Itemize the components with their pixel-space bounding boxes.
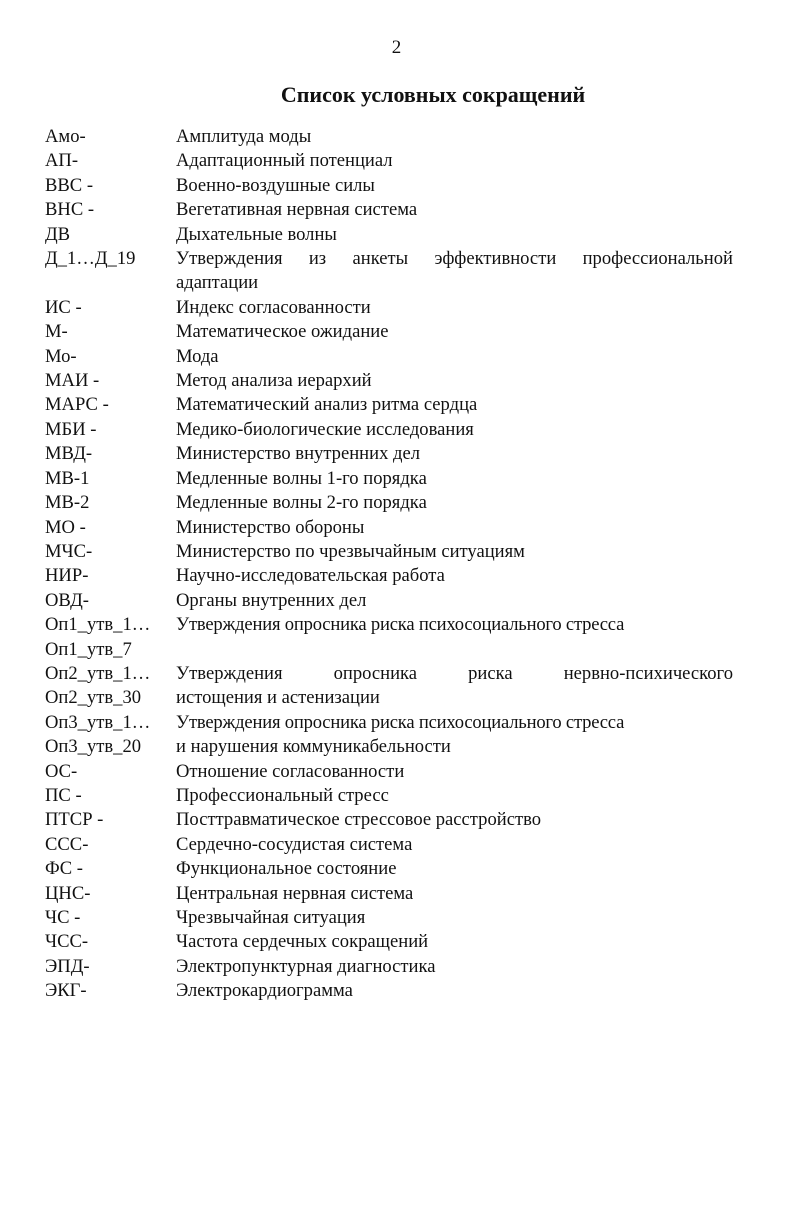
definition: Сердечно-сосудистая система — [176, 833, 413, 855]
definition: Функциональное состояние — [176, 858, 397, 880]
page-number: 2 — [391, 37, 402, 58]
definition: Мода — [176, 345, 219, 367]
definition: Вегетативная нервная система — [176, 199, 418, 221]
list-item — [45, 491, 733, 515]
definition: Министерство внутренних дел — [176, 443, 421, 465]
abbreviation: ПС - — [45, 784, 82, 806]
list-item — [45, 930, 733, 954]
list-item — [45, 467, 733, 491]
definition: Дыхательные волны — [176, 223, 337, 245]
abbreviation: Оп3_утв_20 — [45, 736, 142, 758]
list-item — [45, 198, 733, 222]
list-item — [45, 418, 733, 442]
abbreviation: ЭПД- — [45, 955, 90, 977]
list-item — [45, 271, 733, 295]
definition: Математический анализ ритма сердца — [176, 394, 478, 416]
abbreviation: МО - — [45, 516, 86, 538]
abbreviation: АП- — [45, 150, 79, 172]
definition: Утверждения опросника риска психосоциального стресса — [176, 711, 625, 733]
abbreviation: МВ-1 — [45, 467, 90, 489]
list-item — [45, 760, 733, 784]
abbreviation: МАРС - — [45, 394, 109, 416]
abbreviation: Оп1_утв_7 — [45, 638, 132, 660]
abbreviation: ОВД- — [45, 589, 89, 611]
definition: Утверждения из анкеты эффективности профессиональной — [176, 248, 733, 270]
list-item — [45, 638, 733, 662]
list-item — [45, 174, 733, 198]
definition: Математическое ожидание — [176, 321, 389, 343]
definition: Медленные волны 2-го порядка — [176, 492, 427, 514]
definition: Военно-воздушные силы — [176, 174, 375, 196]
abbreviation: ИС - — [45, 296, 82, 318]
abbreviation: Мо- — [45, 345, 77, 367]
abbreviation: МБИ - — [45, 418, 97, 440]
definition: Утверждения опросника риска психосоциального стресса — [176, 614, 625, 636]
definition: Центральная нервная система — [176, 882, 414, 904]
definition: адаптации — [176, 272, 259, 294]
list-item — [45, 735, 733, 759]
list-item — [45, 711, 733, 735]
abbreviation: Оп2_утв_30 — [45, 687, 142, 709]
definition: Электропунктурная диагностика — [176, 955, 436, 977]
abbreviation: Амо- — [45, 126, 86, 147]
definition: Индекс согласованности — [176, 296, 371, 318]
definition: и нарушения коммуникабельности — [176, 736, 451, 758]
list-item — [45, 393, 733, 417]
list-item — [45, 564, 733, 588]
abbreviation: ЦНС- — [45, 882, 91, 904]
definition: Медико-биологические исследования — [176, 418, 474, 440]
abbreviation: ОС- — [45, 760, 78, 782]
list-item — [45, 833, 733, 857]
list-item — [45, 369, 733, 393]
list-item — [45, 979, 733, 1003]
definition: Научно-исследовательская работа — [176, 565, 445, 587]
abbreviation: ССС- — [45, 833, 89, 855]
list-item — [45, 223, 733, 247]
definition: Медленные волны 1-го порядка — [176, 467, 427, 489]
definition: Министерство по чрезвычайным ситуациям — [176, 540, 525, 562]
page-title: Список условных сокращений — [280, 82, 586, 107]
list-item — [45, 540, 733, 564]
definition: Метод анализа иерархий — [176, 370, 372, 392]
abbreviation: МАИ - — [45, 370, 100, 392]
list-item — [45, 247, 733, 271]
abbreviation: Оп2_утв_1… — [45, 662, 151, 684]
abbreviation: М- — [45, 321, 68, 343]
list-item — [45, 320, 733, 344]
list-item — [45, 296, 733, 320]
abbreviation-list — [45, 125, 733, 1004]
definition: Органы внутренних дел — [176, 589, 367, 611]
list-item — [45, 613, 733, 637]
definition: Частота сердечных сокращений — [176, 931, 429, 953]
list-item — [45, 906, 733, 930]
list-item — [45, 882, 733, 906]
definition: Адаптационный потенциал — [176, 150, 393, 172]
abbreviation: ЧСС- — [45, 931, 89, 953]
definition: Амплитуда моды — [176, 126, 312, 147]
list-item — [45, 125, 733, 149]
abbreviation: МВ-2 — [45, 492, 90, 514]
abbreviation: МЧС- — [45, 540, 93, 562]
definition: Профессиональный стресс — [176, 784, 389, 806]
abbreviation: ПТСР - — [45, 809, 104, 831]
list-item — [45, 784, 733, 808]
list-item — [45, 589, 733, 613]
definition: Министерство обороны — [176, 516, 365, 538]
definition: Посттравматическое стрессовое расстройство — [176, 809, 542, 831]
list-item — [45, 662, 733, 686]
list-item — [45, 857, 733, 881]
definition: истощения и астенизации — [176, 687, 380, 709]
list-item — [45, 686, 733, 710]
abbreviation: МВД- — [45, 443, 93, 465]
list-item — [45, 808, 733, 832]
abbreviation: ФС - — [45, 858, 83, 880]
abbreviation: НИР- — [45, 565, 89, 587]
abbreviation: ЧС - — [45, 907, 81, 928]
abbreviation: ВВС - — [45, 174, 94, 196]
list-item — [45, 516, 733, 540]
list-item — [45, 442, 733, 466]
list-item — [45, 955, 733, 979]
definition: Отношение согласованности — [176, 760, 405, 782]
abbreviation: ДВ — [45, 223, 71, 245]
abbreviation: ВНС - — [45, 199, 95, 221]
abbreviation: Оп1_утв_1… — [45, 614, 151, 636]
abbreviation: ЭКГ- — [45, 980, 87, 1002]
abbreviation: Оп3_утв_1… — [45, 711, 151, 733]
abbreviation: Д_1…Д_19 — [45, 248, 136, 270]
definition: Электрокардиограмма — [176, 980, 353, 1002]
definition: Утверждения опросника риска нервно-психического — [176, 662, 733, 684]
list-item — [45, 345, 733, 369]
definition: Чрезвычайная ситуация — [176, 907, 366, 928]
list-item — [45, 149, 733, 173]
